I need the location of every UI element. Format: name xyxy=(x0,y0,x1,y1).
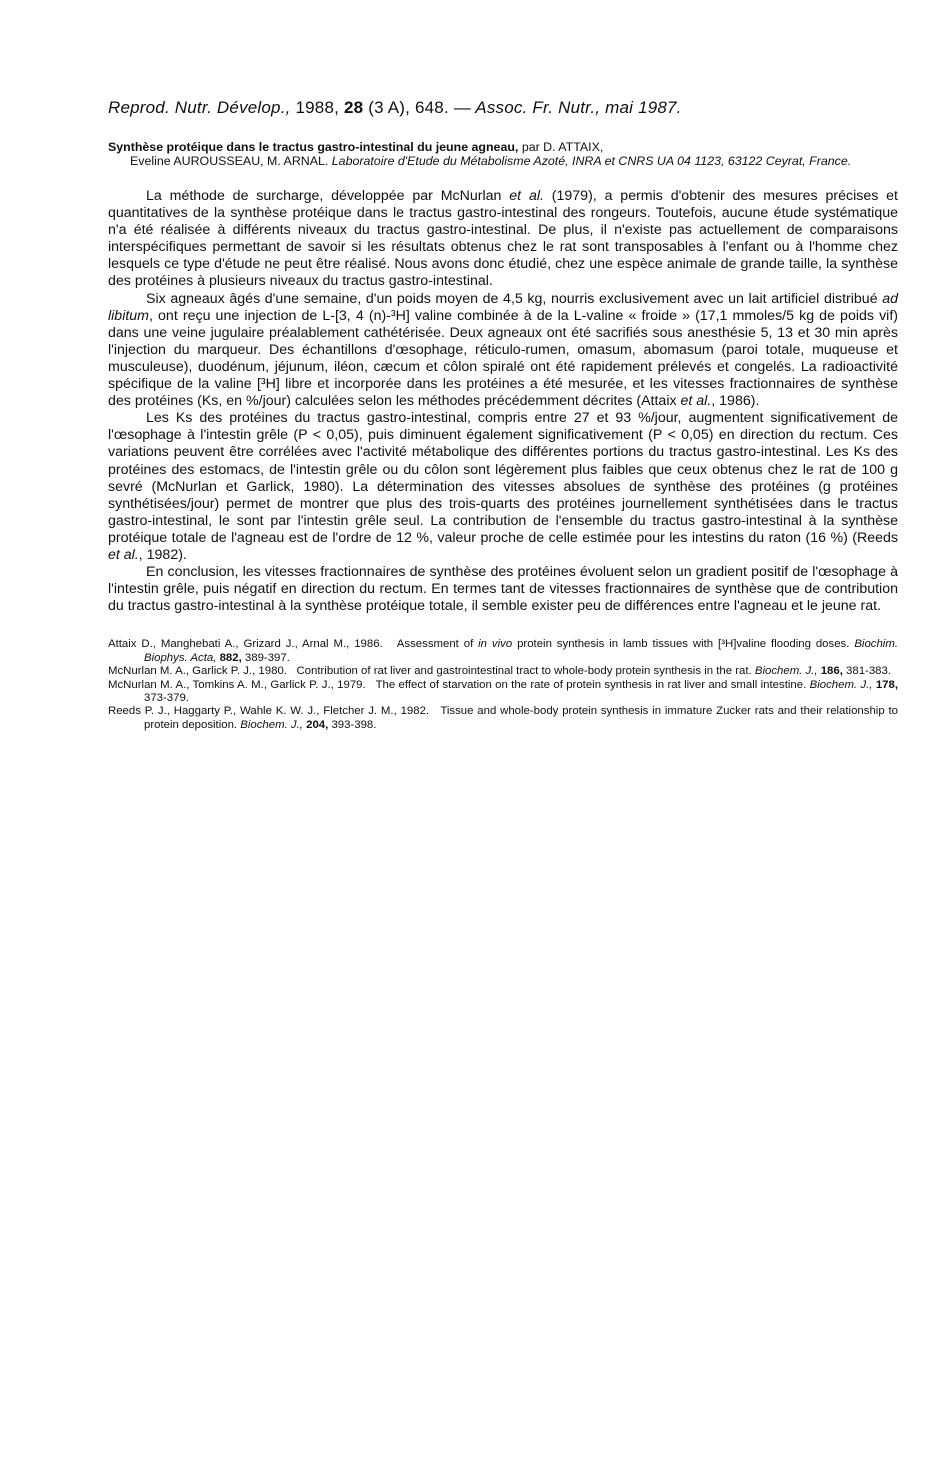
reference-item: Reeds P. J., Haggarty P., Wahle K. W. J., Fletcher J. M., 1982. Tissue and whole-body protein synthesis in immature Zucker rats and their relationship to protein deposition. Biochem. J., 204, 393-398. xyxy=(108,705,898,731)
reference-item: McNurlan M. A., Tomkins A. M., Garlick P. J., 1979. The effect of starvation on the rate of protein synthesis in rat liver and small intestine. Biochem. J., 178, 373-379. xyxy=(108,678,899,704)
running-head xyxy=(108,98,898,118)
article-affiliation: Laboratoire d'Etude du Métabolisme Azoté, INRA et CNRS UA 04 1123, 63122 Ceyrat, France. xyxy=(331,154,852,168)
journal-volume: 28 xyxy=(343,98,364,117)
reference-item: Attaix D., Manghebati A., Grizard J., Arnal M., 1986. Assessment of in vivo protein synthesis in lamb tissues with [³H]valine flooding doses. Biochim. Biophys. Acta, 882, 389-397. xyxy=(108,638,898,664)
paragraph-1: La méthode de surcharge, développée par McNurlan et al. (1979), a permis d'obtenir des mesures précises et quantitatives de la synthèse protéique dans le tractus gastro-intestinal des rongeurs. Toutefois, aucune étude systématique n'a été réalisée à différents niveaux du tractus gastro-intestinal. De plus, il n'existe pas actuellement de comparaisons interspécifiques permettant de savoir si les résultats obtenus chez le rat sont transposables à l'enfant ou à l'homme chez lesquels ce type d'étude ne peut être réalisé. Nous avons donc étudié, chez une espèce animale de grande taille, la synthèse des protéines à plusieurs niveaux du tractus gastro-intestinal. xyxy=(108,188,898,290)
article-authors: Eveline AUROUSSEAU, M. ARNAL. xyxy=(130,154,329,168)
article-title: Synthèse protéique dans le tractus gastro-intestinal du jeune agneau, xyxy=(108,140,519,154)
journal-page xyxy=(108,98,898,732)
reference-item: McNurlan M. A., Garlick P. J., 1980. Contribution of rat liver and gastrointestinal tract to whole-body protein synthesis in the rat. Biochem. J., 186, 381-383. xyxy=(108,665,892,678)
article-header xyxy=(108,140,898,168)
paragraph-4: En conclusion, les vitesses fractionnaires de synthèse des protéines évoluent selon un gradient positif de l'œsophage à l'intestin grêle, puis négatif en direction du rectum. En termes tant de vitesses fractionnaires de synthèse que de contribution du tractus gastro-intestinal à la synthèse protéique totale, il semble exister peu de différences entre l'agneau et le jeune rat. xyxy=(108,564,898,615)
reference-list xyxy=(108,638,898,732)
journal-year: 1988, xyxy=(295,98,340,117)
paragraph-3: Les Ks des protéines du tractus gastro-intestinal, compris entre 27 et 93 %/jour, augmentent significativement de l'œsophage à l'intestin grêle (P < 0,05), puis diminuent également significativement (P < 0,05) en direction du rectum. Ces variations peuvent être corrélées avec l'activité métabolique des différentes portions du tractus gastro-intestinal. Les Ks des protéines des estomacs, de l'intestin grêle ou du côlon sont légèrement plus faibles que ceux obtenus chez le rat de 100 g sevré (McNurlan et Garlick, 1980). La détermination des vitesses absolues de synthèse des protéines (g protéines synthétisées/jour) permet de montrer que plus des trois-quarts des protéines journellement synthétisées dans le tractus gastro-intestinal, le sont par l'intestin grêle seul. La contribution de l'ensemble du tractus gastro-intestinal à la synthèse protéique totale de l'agneau est de l'ordre de 12 %, valeur proche de celle estimée pour les intestins du raton (16 %) (Reeds et al., 1982). xyxy=(108,410,898,563)
article-body xyxy=(108,188,898,615)
journal-name: Reprod. Nutr. Dévelop., xyxy=(108,98,291,117)
journal-section: Assoc. Fr. Nutr., mai 1987. xyxy=(475,98,682,117)
article-byline: par D. ATTAIX, xyxy=(521,140,604,154)
article-authors-affiliation xyxy=(108,154,898,168)
paragraph-2: Six agneaux âgés d'une semaine, d'un poids moyen de 4,5 kg, nourris exclusivement avec un lait artificiel distribué ad libitum, ont reçu une injection de L-[3, 4 (n)-³H] valine combinée à de la L-valine « froide » (17,1 mmoles/5 kg de poids vif) dans une veine jugulaire préalablement cathétérisée. Deux agneaux ont été sacrifiés sous anesthésie 5, 13 et 30 min après l'injection du marqueur. Des échantillons d'œsophage, réticulo-rumen, omasum, abomasum (paroi totale, muqueuse et musculeuse), duodénum, jéjunum, iléon, cæcum et côlon spiralé ont été rapidement prélevés et congelés. La radioactivité spécifique de la valine [³H] libre et incorporée dans les protéines a été mesurée, et les vitesses fractionnaires de synthèse des protéines (Ks, en %/jour) calculées selon les méthodes précédemment décrites (Attaix et al., 1986). xyxy=(108,290,898,410)
journal-issue-page: (3 A), 648. — xyxy=(368,98,471,117)
